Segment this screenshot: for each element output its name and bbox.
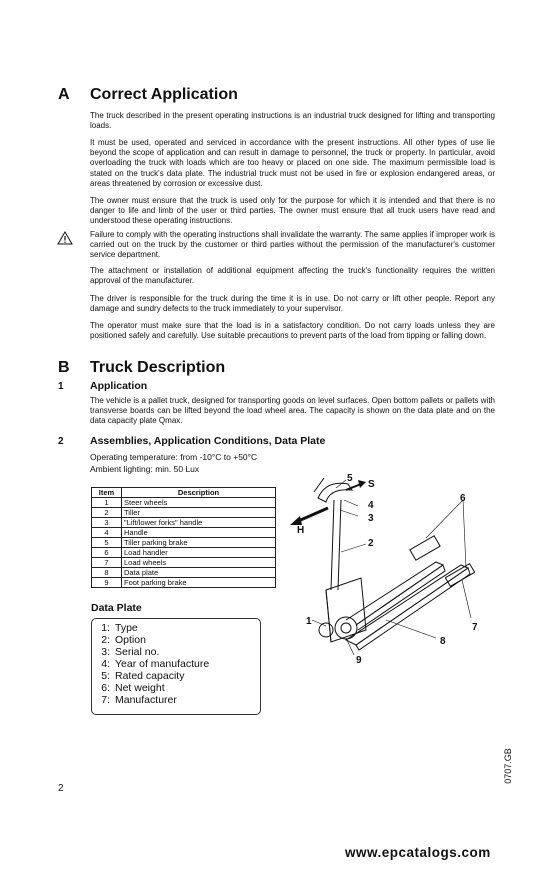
- items-table: [91, 487, 276, 588]
- figure-label-5: 5: [347, 473, 353, 484]
- plate-label: Manufacturer: [115, 694, 177, 706]
- paragraph: Failure to comply with the operating instructions shall invalidate the warranty. The same applies if improper work is carried out on the truck by the customer or third parties without the permission of the manufacturer's customer service department.: [90, 230, 495, 260]
- subsection-number: 1: [58, 381, 64, 392]
- section-a-title: Correct Application: [90, 86, 238, 103]
- figure-label-6: 6: [460, 493, 466, 504]
- subsection-title: Application: [90, 380, 148, 392]
- cell-item: 2: [92, 508, 122, 518]
- figure-label-7: 7: [472, 622, 478, 633]
- plate-key: 2:: [101, 634, 110, 646]
- footer-link[interactable]: www.epcatalogs.com: [345, 845, 491, 860]
- operating-temperature: Operating temperature: from -10°C to +50°C: [90, 452, 258, 462]
- paragraph: The attachment or installation of additional equipment affecting the truck's functionality requires the written approval of the manufacturer.: [90, 266, 495, 286]
- cell-item: 3: [92, 518, 122, 528]
- table-row: [92, 558, 276, 568]
- plate-key: 3:: [101, 646, 110, 658]
- data-plate-box: [91, 618, 261, 715]
- data-plate-row: [92, 670, 260, 682]
- plate-label: Serial no.: [115, 646, 160, 658]
- page-number: 2: [58, 783, 64, 794]
- cell-item: 9: [92, 578, 122, 588]
- table-row: [92, 548, 276, 558]
- data-plate-row: [92, 658, 260, 670]
- paragraph: The operator must make sure that the load is in a satisfactory condition. Do not carry loads unless they are positioned safely and carefully. Use suitable precautions to prevent parts of the load from tipping or falling down.: [90, 321, 495, 341]
- section-b-letter: B: [58, 359, 70, 376]
- figure-label-s: S: [368, 479, 375, 490]
- cell-item: 5: [92, 538, 122, 548]
- cell-description: Steer wheels: [122, 498, 276, 508]
- cell-item: 7: [92, 558, 122, 568]
- figure-label-4: 4: [368, 500, 374, 511]
- plate-key: 5:: [101, 670, 110, 682]
- table-row: [92, 538, 276, 548]
- figure-label-9: 9: [356, 655, 362, 666]
- figure-label-2: 2: [368, 538, 374, 549]
- subsection-number: 2: [58, 436, 64, 447]
- paragraph: The vehicle is a pallet truck, designed for transporting goods on level surfaces. Open bottom pallets or pallets with transverse boards can be lifted beyond the load wheel area. The capacity is shown on the data plate and on the data capacity plate Qmax.: [90, 396, 495, 426]
- cell-description: "Lift/lower forks" handle: [122, 518, 276, 528]
- table-row: [92, 578, 276, 588]
- plate-key: 4:: [101, 658, 110, 670]
- cell-item: 4: [92, 528, 122, 538]
- column-header: Item: [92, 488, 122, 498]
- cell-description: Handle: [122, 528, 276, 538]
- plate-label: Option: [115, 634, 146, 646]
- cell-item: 8: [92, 568, 122, 578]
- cell-description: Tiller: [122, 508, 276, 518]
- warning-icon: [57, 231, 73, 245]
- paragraph: It must be used, operated and serviced in accordance with the present instructions. All other types of use lie beyond the scope of application and can result in damage to personnel, the truck or property. In particular, avoid overloading the truck with loads which are too heavy or placed on one side. The maximum permissible load is stated on the truck's data plate. The industrial truck must not be used in fire or explosion endangered areas, or areas threatened by corrosion or excessive dust.: [90, 138, 495, 188]
- cell-description: Load handler: [122, 548, 276, 558]
- pallet-truck-illustration: [286, 470, 501, 670]
- subsection-title: Assemblies, Application Conditions, Data Plate: [90, 435, 326, 447]
- plate-key: 7:: [101, 694, 110, 706]
- figure-label-8: 8: [440, 636, 446, 647]
- figure-label-1: 1: [306, 616, 312, 627]
- cell-description: Data plate: [122, 568, 276, 578]
- data-plate-row: [92, 694, 260, 706]
- plate-label: Year of manufacture: [115, 658, 210, 670]
- figure-label-h: H: [297, 525, 305, 536]
- plate-label: Type: [115, 622, 138, 634]
- cell-description: Tiller parking brake: [122, 538, 276, 548]
- table-row: [92, 528, 276, 538]
- data-plate-row: [92, 646, 260, 658]
- plate-key: 6:: [101, 682, 110, 694]
- cell-item: 1: [92, 498, 122, 508]
- column-header: Description: [122, 488, 276, 498]
- document-code: 0707.GB: [503, 748, 513, 784]
- table-row: [92, 508, 276, 518]
- table-row: [92, 498, 276, 508]
- plate-label: Rated capacity: [115, 670, 185, 682]
- table-header-row: [92, 488, 276, 498]
- data-plate-row: [92, 634, 260, 646]
- plate-key: 1:: [101, 622, 110, 634]
- section-a-letter: A: [58, 86, 70, 103]
- data-plate-title: Data Plate: [91, 602, 142, 614]
- cell-item: 6: [92, 548, 122, 558]
- cell-description: Load wheels: [122, 558, 276, 568]
- paragraph: The driver is responsible for the truck during the time it is in use. Do not carry or lift other people. Report any damage and sundry defects to the truck immediately to your supervisor.: [90, 294, 495, 314]
- data-plate-row: [92, 622, 260, 634]
- figure-label-3: 3: [368, 513, 374, 524]
- table-row: [92, 518, 276, 528]
- paragraph: The truck described in the present operating instructions is an industrial truck designed for lifting and transporting loads.: [90, 111, 495, 131]
- ambient-lighting: Ambient lighting: min. 50 Lux: [90, 464, 200, 474]
- section-b-title: Truck Description: [90, 359, 226, 376]
- data-plate-row: [92, 682, 260, 694]
- cell-description: Foot parking brake: [122, 578, 276, 588]
- paragraph: The owner must ensure that the truck is used only for the purpose for which it is intended and that there is no danger to life and limb of the user or third parties. The owner must ensure that all truck users have read and understood these operating instructions.: [90, 196, 495, 226]
- plate-label: Net weight: [115, 682, 165, 694]
- table-row: [92, 568, 276, 578]
